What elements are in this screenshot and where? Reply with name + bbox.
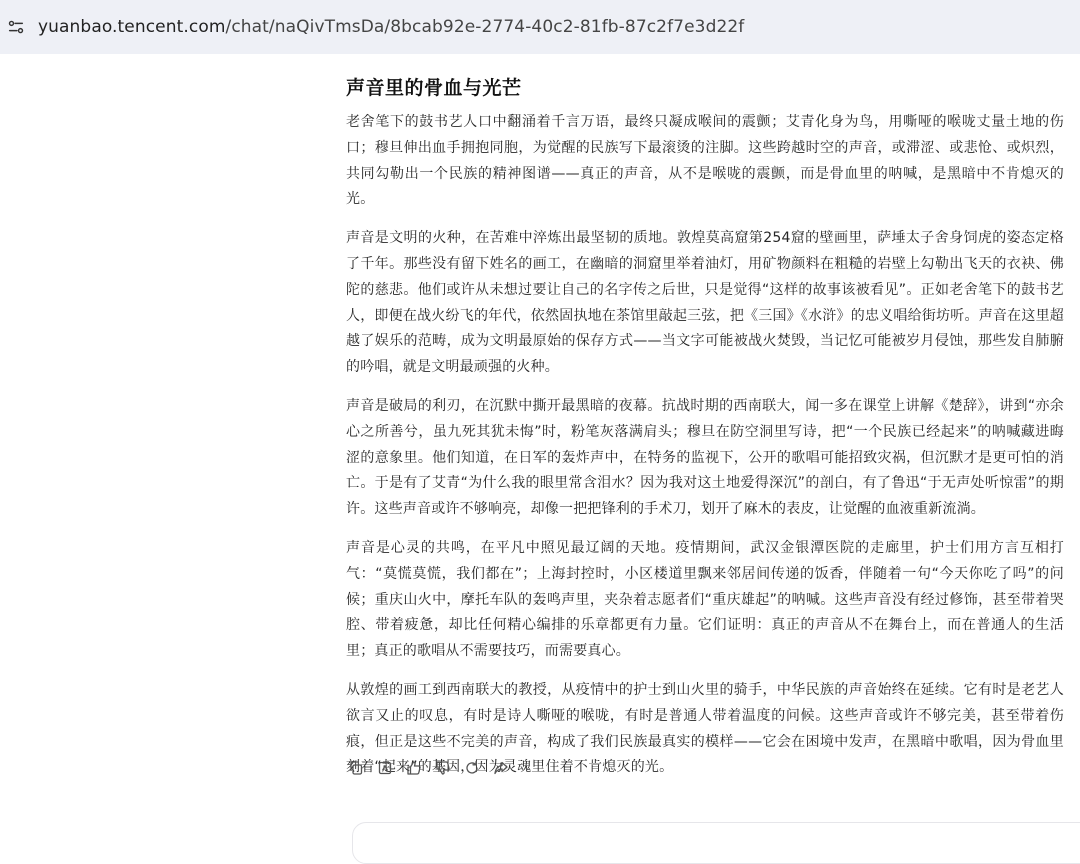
article-paragraph: 老舍笔下的鼓书艺人口中翻涌着千言万语，最终只凝成喉间的震颤；艾青化身为鸟，用嘶哑的喉咙丈量土地的伤口；穆旦伸出血手拥抱同胞，为觉醒的民族写下最滚烫的注脚。这些跨越时空的声音，或滞涩、或悲怆、或炽烈，共同勾勒出一个民族的精神图谱——真正的声音，从不是喉咙的震颤，而是骨血里的呐喊，是黑暗中不肯熄灭的光。 xyxy=(346,114,1064,208)
message-actions xyxy=(346,758,510,777)
chat-message xyxy=(346,72,1064,794)
article-paragraph: 从敦煌的画工到西南联大的教授，从疫情中的护士到山火里的骑手，中华民族的声音始终在延续。它有时是老艺人欲言又止的叹息，有时是诗人嘶哑的喉咙，有时是普通人带着温度的问候。这些声音或许不够完美，甚至带着伤痕，但正是这些不完美的声音，构成了我们民族最真实的模样——它会在困境中发声，在黑暗中歌唱，因为骨血里刻着“起来”的基因，因为灵魂里住着不肯熄灭的光。 xyxy=(346,681,1064,776)
url-text[interactable] xyxy=(38,17,744,37)
article-paragraph: 声音是文明的火种，在苦难中淬炼出最坚韧的质地。敦煌莫高窟第254窟的壁画里，萨埵太子舍身饲虎的姿态定格了千年。那些没有留下姓名的画工，在幽暗的洞窟里举着油灯，用矿物颜料在粗糙的岩壁上勾勒出飞天的衣袂、佛陀的慈悲。他们或许从未想过要让自己的名字传之后世，只是觉得“这样的故事该被看见”。正如老舍笔下的鼓书艺人，即便在战火纷飞的年代，依然固执地在茶馆里敲起三弦，把《三国》《水浒》的忠义唱给街坊听。声音在这里超越了娱乐的范畴，成为文明最原始的保存方式——当文字可能被战火焚毁，当记忆可能被岁月侵蚀，那些发自肺腑的吟唱，就是文明最顽强的火种。 xyxy=(346,230,1064,376)
url-path: /chat/naQivTmsDa/8bcab92e-2774-40c2-81fb-87c2f7e3d22f xyxy=(225,17,745,37)
copy-icon[interactable] xyxy=(346,758,365,777)
thumbs-up-icon[interactable] xyxy=(404,758,423,777)
article-paragraph: 声音是破局的利刃，在沉默中撕开最黑暗的夜幕。抗战时期的西南联大，闻一多在课堂上讲解《楚辞》，讲到“亦余心之所善兮，虽九死其犹未悔”时，粉笔灰落满肩头；穆旦在防空洞里写诗，把“一个民族已经起来”的呐喊藏进晦涩的意象里。他们知道，在日军的轰炸声中，在特务的监视下，公开的歌唱可能招致灾祸，但沉默才是更可怕的消亡。于是有了艾青“为什么我的眼里常含泪水？因为我对这土地爱得深沉”的剖白，有了鲁迅“于无声处听惊雷”的期许。这些声音或许不够响亮，却像一把把锋利的手术刀，划开了麻木的表皮，让觉醒的血液重新流淌。 xyxy=(346,397,1064,518)
share-card-icon[interactable] xyxy=(375,758,394,777)
refresh-icon[interactable] xyxy=(462,758,481,777)
article-paragraph: 声音是心灵的共鸣，在平凡中照见最辽阔的天地。疫情期间，武汉金银潭医院的走廊里，护士们用方言互相打气：“莫慌莫慌，我们都在”；上海封控时，小区楼道里飘来邻居间传递的饭香，伴随着一句“今天你吃了吗”的问候；重庆山火中，摩托车队的轰鸣声里，夹杂着志愿者们“重庆雄起”的呐喊。这些声音没有经过修饰，甚至带着哭腔、带着疲惫，却比任何精心编排的乐章都更有力量。它们证明：真正的声音从不在舞台上，而在普通人的生活里；真正的歌唱从不需要技巧，而需要真心。 xyxy=(346,539,1064,660)
url-domain: yuanbao.tencent.com xyxy=(38,17,226,37)
site-settings-icon[interactable] xyxy=(6,17,26,37)
chat-input-box[interactable] xyxy=(352,822,1080,864)
article-title: 声音里的骨血与光芒 xyxy=(346,77,522,99)
forward-icon[interactable] xyxy=(491,758,510,777)
thumbs-down-icon[interactable] xyxy=(433,758,452,777)
address-bar[interactable] xyxy=(0,0,1080,54)
